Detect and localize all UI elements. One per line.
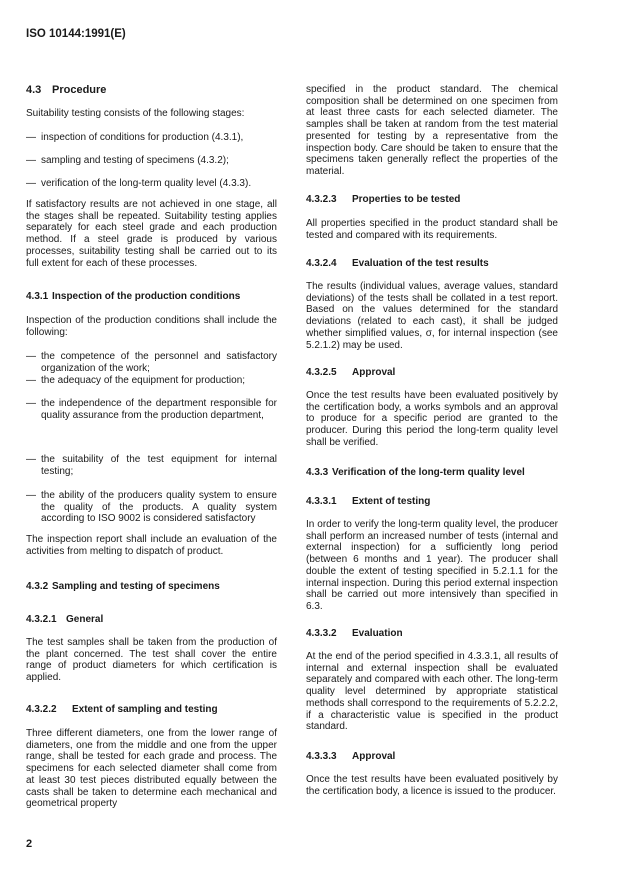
list-item — [26, 375, 277, 387]
list-item — [26, 132, 277, 144]
heading-4-3 — [26, 84, 277, 97]
properties-paragraph: All properties specified in the product standard shall be tested and compared with its requirements. — [306, 218, 558, 241]
section-title: Properties to be tested — [352, 194, 461, 205]
list-item — [26, 398, 277, 421]
section-title: Procedure — [52, 84, 107, 96]
heading-4-3-2-3 — [306, 194, 558, 206]
section-number: 4.3.3.2 — [306, 628, 337, 639]
approval-paragraph: Once the test results have been evaluated positively by the certification body, a works symbols and an approval to produce for a specific period are granted to the producer. During this period the long-term quality level shall be verified. — [306, 390, 558, 448]
section-number: 4.3.2.1 — [26, 614, 57, 625]
dash: — — [26, 490, 36, 501]
extent-of-testing-paragraph: In order to verify the long-term quality level, the producer shall perform an increased number of tests (internal and external inspection) for a sufficiently long period (between 6 months and 1 year). The producer shall double the extent of testing specified in 5.2.1.1 for the internal inspection. During this period external inspection shall be carried out more intensively than specified in 6.3. — [306, 519, 558, 612]
list-item — [26, 351, 277, 374]
section-number: 4.3 — [26, 84, 42, 96]
section-number: 4.3.2.5 — [306, 367, 337, 378]
list-item-text: the ability of the producers quality system to ensure the quality of the products. A quality system according to ISO 9002 is considered satisfactory — [41, 490, 277, 525]
dash: — — [26, 351, 36, 362]
section-number: 4.3.2.3 — [306, 194, 337, 205]
section-number: 4.3.2.2 — [26, 704, 57, 715]
section-title: General — [66, 614, 104, 625]
dash: — — [26, 178, 36, 189]
sampling-paragraph: Three different diameters, one from the lower range of diameters, one from the middle and one from the upper range, shall be tested for each grade and process. The specimens for each selected diameter shall come from at least 30 test pieces distributed equally between the casts shall be taken to determine each mechanical and geometrical property — [26, 728, 277, 810]
section-number: 4.3.3 — [306, 467, 329, 478]
heading-4-3-3-2 — [306, 628, 558, 640]
heading-4-3-1 — [26, 291, 277, 303]
section-number: 4.3.3.3 — [306, 751, 337, 762]
heading-4-3-2 — [26, 581, 277, 593]
heading-4-3-2-4 — [306, 258, 558, 270]
list-item-text: the competence of the personnel and satisfactory organization of the work; — [41, 351, 277, 374]
section-title: Evaluation of the test results — [352, 258, 489, 269]
heading-4-3-3-3 — [306, 751, 558, 763]
document-header: ISO 10144:1991(E) — [26, 28, 126, 40]
section-title: Approval — [352, 751, 396, 762]
evaluation-paragraph: At the end of the period specified in 4.3.3.1, all results of internal and external inspection shall be evaluated separately and compared with each other. The long-term quality level determined by appropriate statistical methods shall correspond to the requirements of 5.2.2.2, if a characteristic value is specified in the product standard. — [306, 651, 558, 733]
section-title: Extent of sampling and testing — [72, 704, 218, 715]
sampling-paragraph-continued: specified in the product standard. The chemical composition shall be determined on one specimen from at least three casts for each selected diameter. The samples shall be taken at random from the test material presented for testing by a representative from the inspection body. Care should be taken to ensure that the specimens taken generally reflect the properties of the material. — [306, 84, 558, 177]
procedure-intro: Suitability testing consists of the following stages: — [26, 108, 245, 119]
section-title: Approval — [352, 367, 396, 378]
dash: — — [26, 398, 36, 409]
list-item-text: inspection of conditions for production (4.3.1), — [41, 132, 244, 143]
list-item-text: the adequacy of the equipment for production; — [41, 375, 246, 386]
general-paragraph: The test samples shall be taken from the production of the plant concerned. The test shall cover the entire range of product diameters for which certification is applied. — [26, 637, 277, 684]
dash: — — [26, 375, 36, 386]
list-item — [26, 454, 277, 477]
list-item-text: the suitability of the test equipment for internal testing; — [41, 454, 277, 477]
section-title: Evaluation — [352, 628, 403, 639]
heading-4-3-2-5 — [306, 367, 558, 379]
dash: — — [26, 454, 36, 465]
evaluation-results-paragraph: The results (individual values, average values, standard deviations) of the tests shall be collated in a test report. Based on the values determined for the standard deviations (related to each cast), it shall be judged whether simplified values, σ, for internal inspection (see 5.2.1.2) may be used. — [306, 281, 558, 351]
procedure-paragraph: If satisfactory results are not achieved in one stage, all the stages shall be repeated. Suitability testing applies separately for each steel grade and each production method. If a steel grade is produced by various processes, suitability testing shall be carried out to its full extent for each of these processes. — [26, 199, 277, 269]
list-item-text: the independence of the department responsible for quality assurance from the production department, — [41, 398, 277, 421]
section-title: Inspection of the production conditions — [52, 291, 241, 302]
page-number: 2 — [26, 838, 33, 850]
inspection-report-paragraph: The inspection report shall include an evaluation of the activities from melting to dispatch of product. — [26, 534, 277, 557]
list-item-text: sampling and testing of specimens (4.3.2); — [41, 155, 229, 166]
section-title: Sampling and testing of specimens — [52, 581, 220, 592]
list-item-text: verification of the long-term quality level (4.3.3). — [41, 178, 252, 189]
heading-4-3-2-2 — [26, 704, 277, 716]
section-number: 4.3.2.4 — [306, 258, 337, 269]
section-number: 4.3.2 — [26, 581, 49, 592]
heading-4-3-2-1 — [26, 614, 277, 626]
list-item — [26, 490, 277, 525]
section-title: Verification of the long-term quality level — [332, 467, 525, 478]
section-number: 4.3.3.1 — [306, 496, 337, 507]
licence-paragraph: Once the test results have been evaluated positively by the certification body, a licence is issued to the producer. — [306, 774, 558, 797]
list-item — [26, 155, 277, 167]
section-number: 4.3.1 — [26, 291, 49, 302]
inspection-intro: Inspection of the production conditions shall include the following: — [26, 315, 277, 338]
section-title: Extent of testing — [352, 496, 431, 507]
heading-4-3-3 — [306, 467, 558, 479]
dash: — — [26, 155, 36, 166]
heading-4-3-3-1 — [306, 496, 558, 508]
dash: — — [26, 132, 36, 143]
list-item — [26, 178, 277, 190]
